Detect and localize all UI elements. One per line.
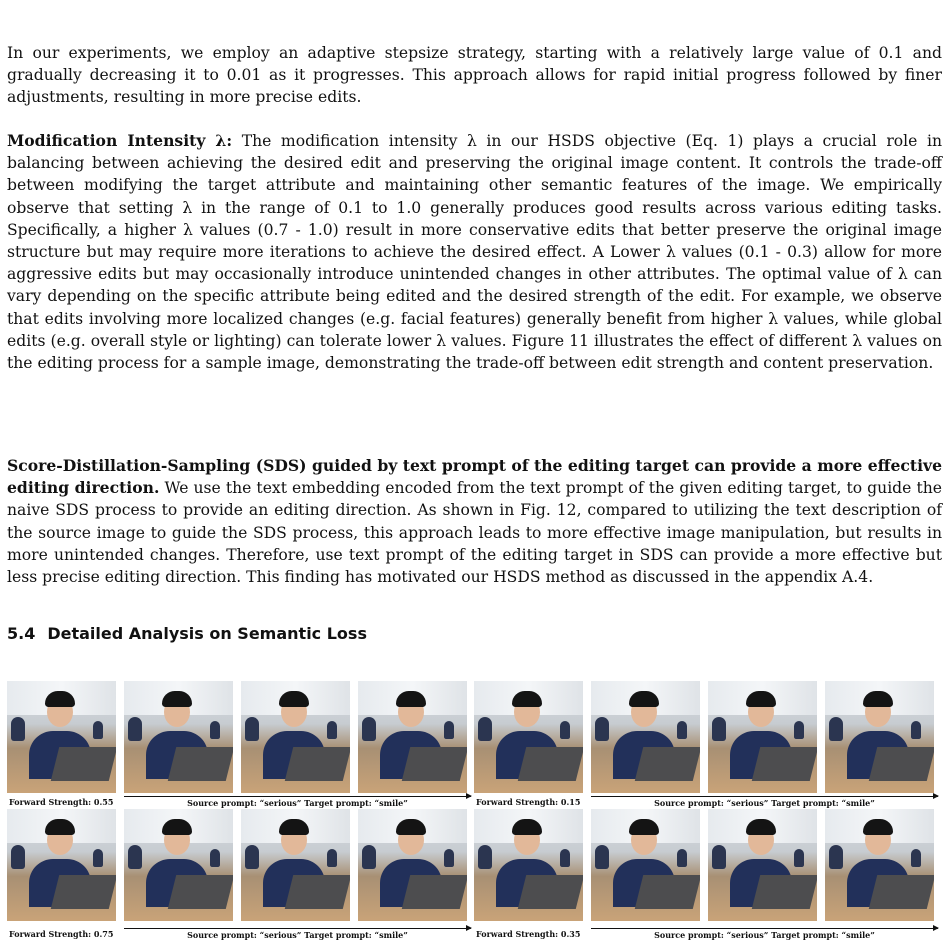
arrow-line bbox=[591, 928, 938, 929]
arrow-line bbox=[124, 928, 471, 929]
paragraph-stepsize: In our experiments, we employ an adaptive stepsize strategy, starting with a relatively large value of 0.1 and gradually decreasing it to 0.01 as it progresses. This approach allows for rapid initial progress followed by finer adjustments, resulting in more precise edits. bbox=[7, 44, 942, 107]
arrow-line bbox=[591, 796, 938, 797]
forward-strength-label: Forward Strength: 0.35 bbox=[476, 929, 581, 939]
edited-portrait-image bbox=[124, 681, 233, 793]
prompt-label: Source prompt: “serious” Target prompt: “smile” bbox=[654, 930, 875, 940]
edited-portrait-image bbox=[241, 681, 350, 793]
paragraph-heading: Modification Intensity λ: bbox=[7, 131, 233, 150]
paragraph-body: The modification intensity λ in our HSDS objective (Eq. 1) plays a crucial role in balancing between achieving the desired edit and preserving the original image content. It controls the trade-off between modifying the target attribute and maintaining other semantic features of the image. We empirically observe that setting λ in the range of 0.1 to 1.0 generally produces good results across various editing tasks. Specifically, a higher λ values (0.7 - 1.0) result in more conservative edits that better preserve the original image structure but may require more iterations to achieve the desired effect. A Lower λ values (0.1 - 0.3) allow for more aggressive edits but may occasionally introduce unintended changes in other attributes. The optimal value of λ can vary depending on the specific attribute being edited and the desired strength of the edit. For example, we observe that edits involving more localized changes (e.g. facial features) generally benefit from higher λ values, while global edits (e.g. overall style or lighting) can tolerate lower λ values. Figure 11 illustrates the effect of different λ values on the editing process for a sample image, demonstrating the trade-off between edit strength and content preservation. bbox=[7, 132, 942, 373]
prompt-label: Source prompt: “serious” Target prompt: “smile” bbox=[187, 930, 408, 940]
section-title: Detailed Analysis on Semantic Loss bbox=[47, 624, 367, 643]
edited-portrait-image bbox=[591, 809, 700, 921]
edited-portrait-image bbox=[124, 809, 233, 921]
edited-portrait-image bbox=[474, 681, 583, 793]
edited-portrait-image bbox=[7, 681, 116, 793]
paragraph-modification-intensity bbox=[7, 130, 942, 374]
forward-strength-label: Forward Strength: 0.15 bbox=[476, 797, 581, 807]
edited-portrait-image bbox=[591, 681, 700, 793]
edited-portrait-image bbox=[825, 681, 934, 793]
prompt-label: Source prompt: “serious” Target prompt: “smile” bbox=[187, 798, 408, 808]
paragraph-sds-guidance bbox=[7, 455, 942, 588]
edited-portrait-image bbox=[474, 809, 583, 921]
edited-portrait-image bbox=[7, 809, 116, 921]
edited-portrait-image bbox=[358, 809, 467, 921]
section-number: 5.4 bbox=[7, 624, 36, 643]
edited-portrait-image bbox=[708, 681, 817, 793]
edited-portrait-image bbox=[241, 809, 350, 921]
edited-portrait-image bbox=[358, 681, 467, 793]
section-heading bbox=[7, 624, 367, 643]
arrow-line bbox=[124, 796, 471, 797]
forward-strength-label: Forward Strength: 0.75 bbox=[9, 929, 114, 939]
paragraph-heading: Score-Distillation-Sampling (SDS) guided by text prompt of the editing target can provide a more effective editing direction. bbox=[7, 456, 942, 498]
forward-strength-label: Forward Strength: 0.55 bbox=[9, 797, 114, 807]
paragraph-body: We use the text embedding encoded from the text prompt of the given editing target, to guide the naive SDS process to provide an editing direction. As shown in Fig. 12, compared to utilizing the text description of the source image to guide the SDS process, this approach leads to more effective image manipulation, but results in more unintended changes. Therefore, use text prompt of the editing target in SDS can provide a more effective but less precise editing direction. This finding has motivated our HSDS method as discussed in the appendix A.4. bbox=[7, 479, 942, 587]
edited-portrait-image bbox=[708, 809, 817, 921]
edited-portrait-image bbox=[825, 809, 934, 921]
prompt-label: Source prompt: “serious” Target prompt: “smile” bbox=[654, 798, 875, 808]
